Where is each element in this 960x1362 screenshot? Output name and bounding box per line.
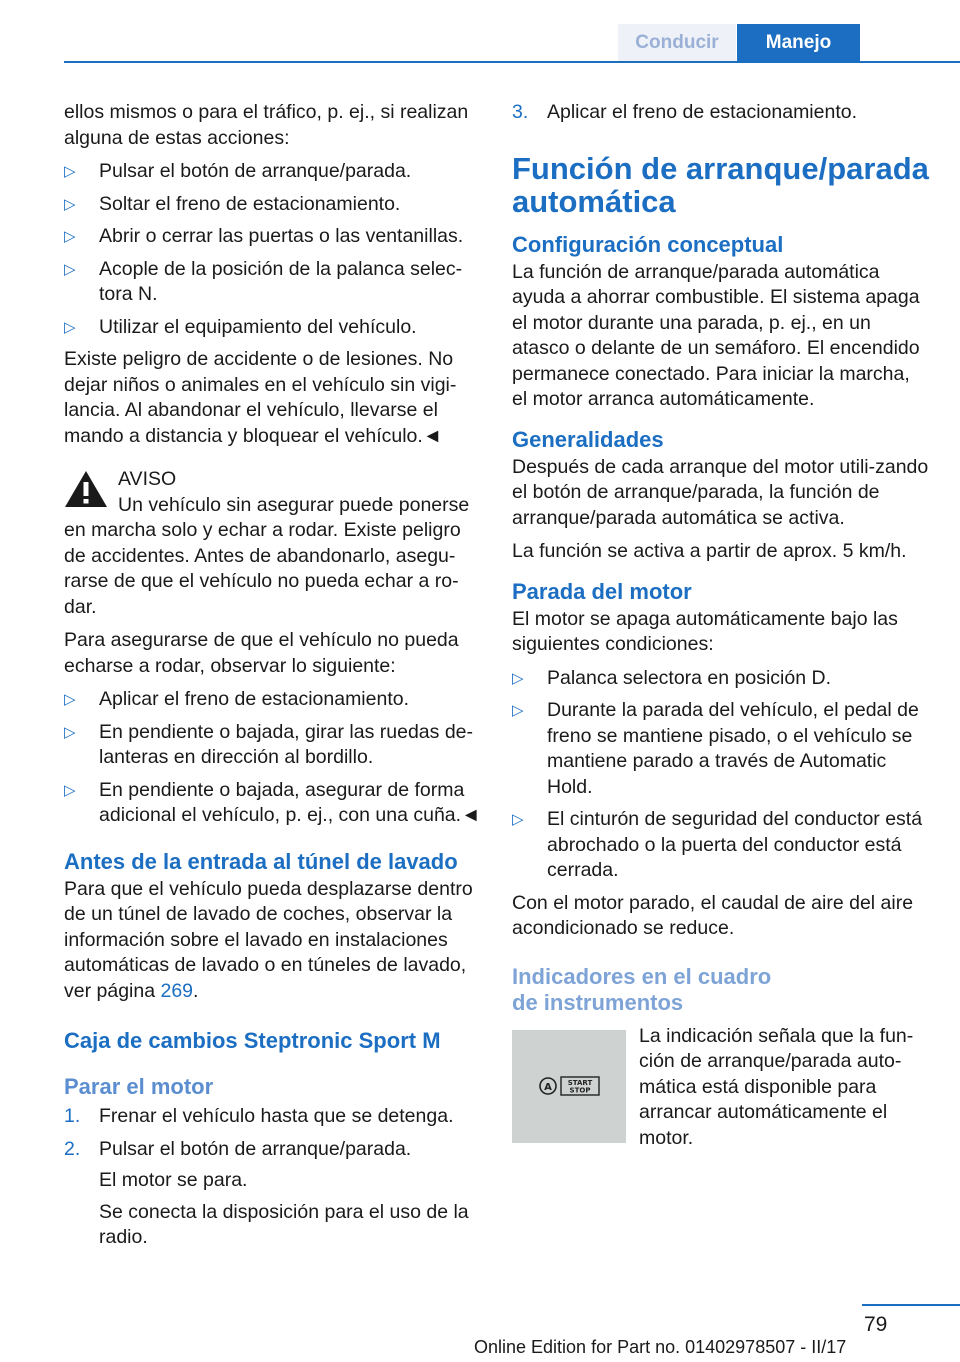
triangle-bullet-icon: ▷ xyxy=(512,669,524,687)
danger-text: Existe peligro de accidente o de lesiones. No dejar niños o animales en el vehículo sin vigi‐lancia. Al abandonar el vehículo, llevarse el mando a distancia y bloquear el vehículo.◄ xyxy=(64,348,457,447)
header-rule xyxy=(64,61,960,63)
triangle-bullet-icon: ▷ xyxy=(64,195,76,213)
svg-text:A: A xyxy=(544,1082,552,1093)
step3-list xyxy=(512,100,930,126)
start-stop-indicator-image xyxy=(512,1030,626,1143)
page-number: 79 xyxy=(864,1313,888,1336)
conditions-list xyxy=(512,666,930,884)
triangle-bullet-icon: ▷ xyxy=(64,260,76,278)
triangle-bullet-icon: ▷ xyxy=(64,723,76,741)
svg-text:STOP: STOP xyxy=(569,1086,591,1095)
warning-title: AVISO xyxy=(118,468,177,490)
indicators-heading: Indicadores en el cuadro de instrumentos xyxy=(512,963,772,1015)
svg-text:START: START xyxy=(567,1079,593,1087)
list-item: ▷ Palanca selectora en posición D. xyxy=(512,666,930,692)
list-item: 3. Aplicar el freno de estacionamiento. xyxy=(512,101,858,123)
list-item: ▷ Aplicar el freno de estacionamiento. xyxy=(64,687,482,713)
list-item: ▷ Pulsar el botón de arranque/parada. xyxy=(64,159,482,185)
right-column xyxy=(512,100,930,1151)
carwash-heading: Antes de la entrada al túnel de lavado xyxy=(64,848,458,874)
triangle-bullet-icon: ▷ xyxy=(64,691,76,708)
triangle-bullet-icon: ▷ xyxy=(64,163,76,180)
list-item: ▷ En pendiente o bajada, girar las ruedas de‐lanteras en dirección al bordillo. xyxy=(64,720,474,768)
footer-rule xyxy=(862,1304,960,1306)
concept-heading: Configuración conceptual xyxy=(512,231,784,257)
steps-list xyxy=(64,1104,482,1251)
list-item: ▷ Utilizar el equipamiento del vehículo. xyxy=(64,315,482,341)
warning-block xyxy=(64,467,482,493)
list-item: ▷ El cinturón de seguridad del conductor está abrochado o la puerta del conductor está cerrada. xyxy=(512,808,923,881)
carwash-text: Para que el vehículo pueda desplazarse dentro de un túnel de lavado de coches, observar la información sobre el lavado en instalaciones automáticas de lavado o en túneles de lavado, ver página 269. xyxy=(64,877,473,1002)
step-sub: Se conecta la disposición para el uso de la radio. xyxy=(99,1200,469,1248)
secure-intro: Para asegurarse de que el vehículo no pueda echarse a rodar, observar lo siguiente: xyxy=(64,629,459,677)
triangle-bullet-icon: ▷ xyxy=(64,318,76,336)
stop-heading: Parar el motor xyxy=(64,1074,214,1099)
step-sub: El motor se para. xyxy=(99,1169,248,1191)
list-item: ▷ Soltar el freno de estacionamiento. xyxy=(64,192,482,218)
general-heading: Generalidades xyxy=(512,426,664,452)
start-stop-badge-icon xyxy=(537,1075,601,1097)
general-text-1: Después de cada arranque del motor utili‐zando el botón de arranque/parada, la función de arranque/parada automática se activa. xyxy=(512,455,929,529)
triangle-bullet-icon: ▷ xyxy=(512,811,524,828)
intro-text: ellos mismos o para el tráfico, p. ej., si realizan alguna de estas acciones: xyxy=(64,101,469,149)
airflow-text: Con el motor parado, el caudal de aire del aire acondicionado se reduce. xyxy=(512,891,914,939)
secure-list xyxy=(64,687,482,829)
gearbox-heading: Caja de cambios Steptronic Sport M xyxy=(64,1028,441,1053)
indicator-text: La indicación señala que la fun‐ción de arranque/parada auto‐mática está disponible para arrancar automáticamente el motor. xyxy=(639,1024,914,1149)
main-heading: Función de arranque/parada automática xyxy=(512,150,929,219)
page-link[interactable]: 269 xyxy=(160,979,194,1002)
engine-stop-heading: Parada del motor xyxy=(512,578,692,604)
warning-text: Un vehículo sin asegurar puede ponerse en marcha solo y echar a rodar. Existe peligro de accidentes. Antes de abandonarlo, asegu‐rarse de que el vehículo no pueda echar a ro‐dar. xyxy=(64,493,470,618)
list-item: 1. Frenar el vehículo hasta que se detenga. xyxy=(64,1105,454,1127)
engine-stop-intro: El motor se apaga automáticamente bajo las siguientes condiciones: xyxy=(512,607,898,655)
list-item: ▷ Abrir o cerrar las puertas o las ventanillas. xyxy=(64,224,482,250)
triangle-bullet-icon: ▷ xyxy=(512,702,524,719)
triangle-bullet-icon: ▷ xyxy=(64,228,76,245)
concept-text: La función de arranque/parada automática ayuda a ahorrar combustible. El sistema apaga el motor durante una parada, p. ej., en un atasco o delante de un semáforo. El encendido permanece conectado. Para iniciar la marcha, el motor arranca automáticamente. xyxy=(512,260,920,410)
indicator-block xyxy=(512,1024,930,1152)
triangle-bullet-icon: ▷ xyxy=(64,781,76,799)
actions-list xyxy=(64,159,482,340)
tab-conducir[interactable]: Conducir xyxy=(618,24,736,61)
list-item: 2. Pulsar el botón de arranque/parada. El motor se para. Se conecta la disposición para el uso de la radio. xyxy=(64,1137,482,1251)
left-column xyxy=(64,100,482,1258)
list-item: ▷ En pendiente o bajada, asegurar de forma adicional el vehículo, p. ej., con una cuña.◄ xyxy=(64,778,481,826)
list-item: ▷ Durante la parada del vehículo, el pedal de freno se mantiene pisado, o el vehículo se mantiene parado a través de Automatic Hold. xyxy=(512,699,919,798)
warning-triangle-icon xyxy=(64,469,108,509)
tab-manejo[interactable]: Manejo xyxy=(737,24,860,61)
edition-text: Online Edition for Part no. 01402978507 - II/17 xyxy=(474,1337,847,1357)
general-text-2: La función se activa a partir de aprox. 5 km/h. xyxy=(512,540,907,562)
list-item: ▷ Acople de la posición de la palanca selec‐tora N. xyxy=(64,257,463,305)
